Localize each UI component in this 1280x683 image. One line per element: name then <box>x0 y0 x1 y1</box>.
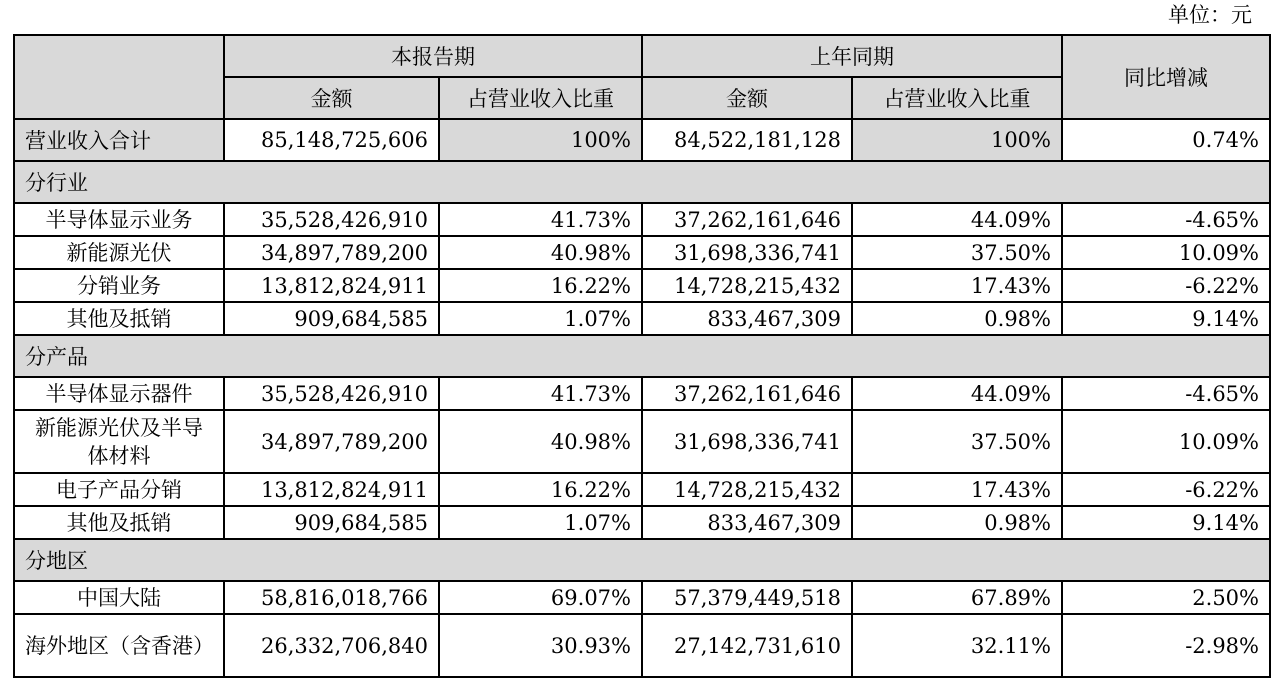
yoy-change: 10.09% <box>1062 410 1270 473</box>
prior-share: 0.98% <box>852 506 1062 539</box>
prior-amount: 57,379,449,518 <box>642 581 852 614</box>
prior-share: 44.09% <box>852 203 1062 236</box>
prior-amount: 31,698,336,741 <box>642 410 852 473</box>
header-corner-cell <box>14 35 224 119</box>
prior-amount: 14,728,215,432 <box>642 473 852 506</box>
yoy-change: 9.14% <box>1062 302 1270 335</box>
prior-share: 0.98% <box>852 302 1062 335</box>
row-label: 电子产品分销 <box>14 473 224 506</box>
header-prior-share: 占营业收入比重 <box>852 77 1062 119</box>
header-current-amount: 金额 <box>224 77 439 119</box>
current-share: 69.07% <box>439 581 642 614</box>
current-amount: 35,528,426,910 <box>224 203 439 236</box>
row-label: 半导体显示业务 <box>14 203 224 236</box>
total-current-share: 100% <box>439 119 642 161</box>
table-row <box>14 377 1270 410</box>
prior-amount: 37,262,161,646 <box>642 203 852 236</box>
row-label: 新能源光伏 <box>14 236 224 269</box>
yoy-change: 10.09% <box>1062 236 1270 269</box>
row-label: 分销业务 <box>14 269 224 302</box>
prior-share: 32.11% <box>852 614 1062 677</box>
header-current-share: 占营业收入比重 <box>439 77 642 119</box>
prior-share: 37.50% <box>852 236 1062 269</box>
table-row <box>14 581 1270 614</box>
prior-share: 17.43% <box>852 269 1062 302</box>
prior-amount: 833,467,309 <box>642 302 852 335</box>
prior-share: 17.43% <box>852 473 1062 506</box>
current-share: 40.98% <box>439 236 642 269</box>
row-label: 海外地区（含香港） <box>14 614 224 677</box>
current-amount: 34,897,789,200 <box>224 410 439 473</box>
section-title: 分地区 <box>14 539 1270 581</box>
total-current-amount: 85,148,725,606 <box>224 119 439 161</box>
current-share: 41.73% <box>439 203 642 236</box>
current-amount: 35,528,426,910 <box>224 377 439 410</box>
yoy-change: 2.50% <box>1062 581 1270 614</box>
yoy-change: -2.98% <box>1062 614 1270 677</box>
prior-amount: 37,262,161,646 <box>642 377 852 410</box>
prior-amount: 31,698,336,741 <box>642 236 852 269</box>
yoy-change: -4.65% <box>1062 203 1270 236</box>
prior-share: 37.50% <box>852 410 1062 473</box>
row-label: 其他及抵销 <box>14 506 224 539</box>
table-row <box>14 269 1270 302</box>
current-share: 16.22% <box>439 473 642 506</box>
section-title: 分产品 <box>14 335 1270 377</box>
total-prior-share: 100% <box>852 119 1062 161</box>
unit-note: 单位：元 <box>1168 3 1252 27</box>
revenue-breakdown-table <box>13 34 1271 678</box>
row-label: 其他及抵销 <box>14 302 224 335</box>
yoy-change: -4.65% <box>1062 377 1270 410</box>
yoy-change: 9.14% <box>1062 506 1270 539</box>
section-row-industry <box>14 161 1270 203</box>
current-amount: 34,897,789,200 <box>224 236 439 269</box>
row-label: 中国大陆 <box>14 581 224 614</box>
current-share: 40.98% <box>439 410 642 473</box>
table-row <box>14 203 1270 236</box>
current-share: 41.73% <box>439 377 642 410</box>
current-share: 30.93% <box>439 614 642 677</box>
current-amount: 58,816,018,766 <box>224 581 439 614</box>
prior-share: 67.89% <box>852 581 1062 614</box>
prior-amount: 27,142,731,610 <box>642 614 852 677</box>
table-row <box>14 410 1270 473</box>
current-share: 1.07% <box>439 302 642 335</box>
yoy-change: -6.22% <box>1062 473 1270 506</box>
yoy-change: -6.22% <box>1062 269 1270 302</box>
header-current-period: 本报告期 <box>224 35 642 77</box>
prior-amount: 833,467,309 <box>642 506 852 539</box>
current-amount: 13,812,824,911 <box>224 269 439 302</box>
header-prior-amount: 金额 <box>642 77 852 119</box>
table-row <box>14 236 1270 269</box>
row-label: 新能源光伏及半导体材料 <box>14 410 224 473</box>
table-row <box>14 473 1270 506</box>
table-row <box>14 614 1270 677</box>
total-row <box>14 119 1270 161</box>
current-amount: 13,812,824,911 <box>224 473 439 506</box>
total-yoy: 0.74% <box>1062 119 1270 161</box>
prior-share: 44.09% <box>852 377 1062 410</box>
header-row-1 <box>14 35 1270 77</box>
header-prior-period: 上年同期 <box>642 35 1062 77</box>
current-share: 16.22% <box>439 269 642 302</box>
row-label: 半导体显示器件 <box>14 377 224 410</box>
current-amount: 909,684,585 <box>224 302 439 335</box>
section-row-product <box>14 335 1270 377</box>
header-yoy-change: 同比增减 <box>1062 35 1270 119</box>
current-amount: 909,684,585 <box>224 506 439 539</box>
section-title: 分行业 <box>14 161 1270 203</box>
total-prior-amount: 84,522,181,128 <box>642 119 852 161</box>
table-row <box>14 302 1270 335</box>
table-row <box>14 506 1270 539</box>
current-amount: 26,332,706,840 <box>224 614 439 677</box>
current-share: 1.07% <box>439 506 642 539</box>
section-row-region <box>14 539 1270 581</box>
total-label: 营业收入合计 <box>14 119 224 161</box>
prior-amount: 14,728,215,432 <box>642 269 852 302</box>
